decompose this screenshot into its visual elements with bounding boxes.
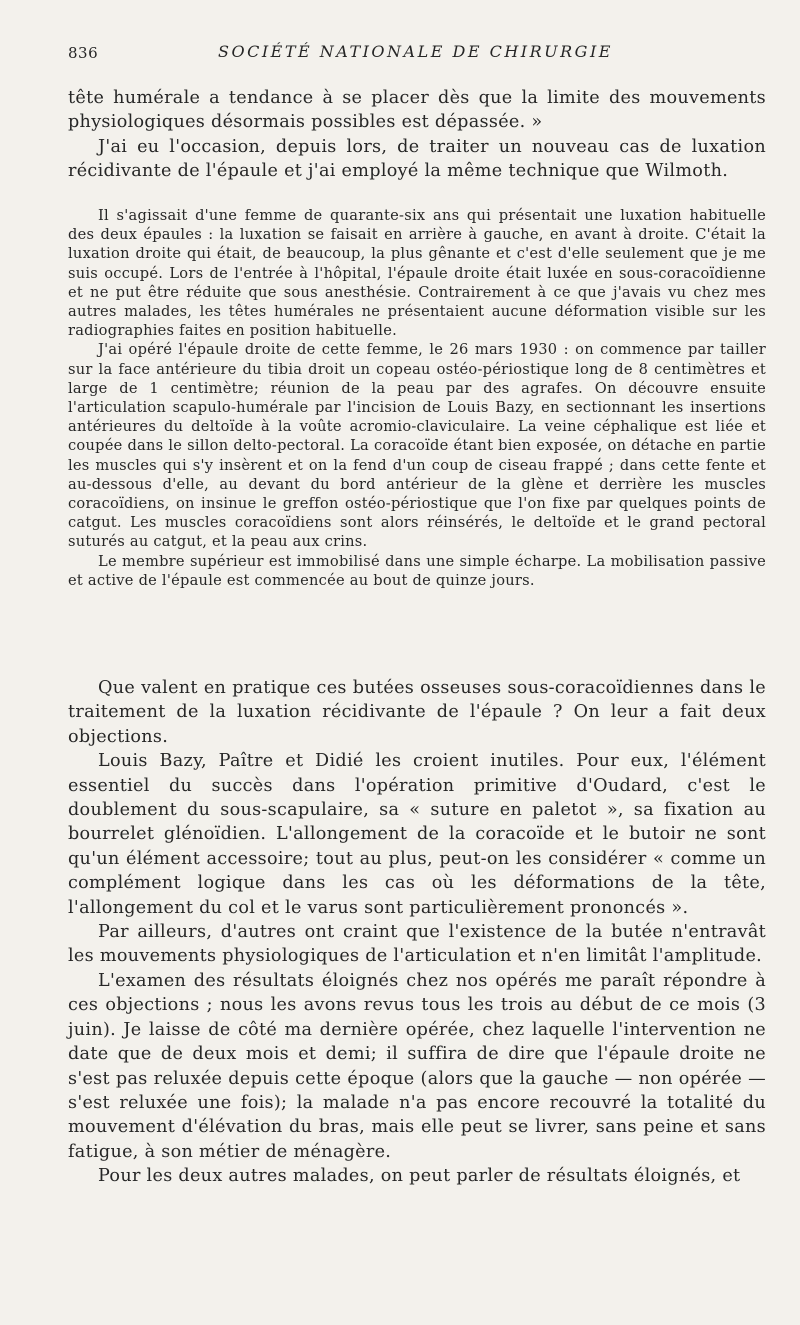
case-report-paragraph: J'ai opéré l'épaule droite de cette femme, le 26 mars 1930 : on commence par tailler sur la face antérieure du tibia droit un copeau ostéo-périostique long de 8 centimètres et large de 1 centimètre; réunion de la peau par des agrafes. On découvre ensuite l'articulation scapulo-humérale par l'incision de Louis Bazy, en sectionnant les insertions antérieures du deltoïde à la voûte acromio-claviculaire. La veine céphalique est liée et coupée dans le sillon delto-pectoral. La coracoïde étant bien exposée, on détache en partie les muscles qui s'y insèrent et on la fend d'un coup de ciseau frappé ; dans cette fente et au-dessous d'elle, au devant du bord antérieur de la glène et derrière les muscles coracoïdiens, on insinue le greffon ostéo-périostique que l'on fixe par quelques points de catgut. Les muscles coracoïdiens sont alors réinsérés, le deltoïde et le grand pectoral suturés au catgut, et la peau aux crins. bbox=[68, 341, 766, 551]
body-text-top bbox=[68, 86, 766, 184]
case-report-paragraph: Le membre supérieur est immobilisé dans une simple écharpe. La mobilisation passive et active de l'épaule est commencée au bout de quinze jours. bbox=[68, 552, 766, 589]
paragraph: Par ailleurs, d'autres ont craint que l'existence de la butée n'entravât les mouvements physiologiques de l'articulation et n'en limitât l'amplitude. bbox=[68, 922, 766, 967]
running-title: SOCIÉTÉ NATIONALE DE CHIRURGIE bbox=[218, 42, 613, 61]
paragraph: L'examen des résultats éloignés chez nos opérés me paraît répondre à ces objections ; nous les avons revus tous les trois au début de ce mois (3 juin). Je laisse de côté ma dernière opérée, chez laquelle l'intervention ne date que de deux mois et demi; il suffira de dire que l'épaule droite ne s'est pas reluxée depuis cette époque (alors que la gauche — non opérée — s'est reluxée une fois); la malade n'a pas encore recouvré la totalité du mouvement d'élévation du bras, mais elle peut se livrer, sans peine et sans fatigue, à son métier de ménagère. bbox=[68, 970, 766, 1162]
paragraph: Pour les deux autres malades, on peut parler de résultats éloignés, et bbox=[98, 1166, 741, 1187]
case-report bbox=[68, 206, 766, 590]
body-text-bottom bbox=[68, 676, 766, 1189]
paragraph: tête humérale a tendance à se placer dès que la limite des mouvements physiologiques désormais possibles est dépassée. » bbox=[68, 88, 766, 133]
paragraph: J'ai eu l'occasion, depuis lors, de traiter un nouveau cas de luxation récidivante de l'épaule et j'ai employé la même technique que Wilmoth. bbox=[68, 136, 766, 182]
paragraph: Louis Bazy, Paître et Didié les croient inutiles. Pour eux, l'élément essentiel du succès dans l'opération primitive d'Oudard, c'est le doublement du sous-scapulaire, sa « suture en paletot », sa fixation au bourrelet glénoïdien. L'allongement de la coracoïde et le butoir ne sont qu'un élément accessoire; tout au plus, peut-on les considérer « comme un complément logique dans les cas où les déformations de la tête, l'allongement du col et le varus sont particulièrement prononcés ». bbox=[68, 751, 766, 918]
page-number: 836 bbox=[68, 44, 99, 62]
case-report-paragraph: Il s'agissait d'une femme de quarante-six ans qui présentait une luxation habituelle des deux épaules : la luxation se faisait en arrière à gauche, en avant à droite. C'était la luxation droite qui était, de beaucoup, la plus gênante et c'est d'elle seulement que je me suis occupé. Lors de l'entrée à l'hôpital, l'épaule droite était luxée en sous-coracoïdienne et ne put être réduite que sous anesthésie. Contrairement à ce que j'avais vu chez mes autres malades, les têtes humérales ne présentaient aucune déformation visible sur les radiographies faites en position habituelle. bbox=[68, 207, 766, 340]
paragraph: Que valent en pratique ces butées osseuses sous-coracoïdiennes dans le traitement de la luxation récidivante de l'épaule ? On leur a fait deux objections. bbox=[68, 678, 766, 747]
page-header bbox=[68, 40, 760, 68]
